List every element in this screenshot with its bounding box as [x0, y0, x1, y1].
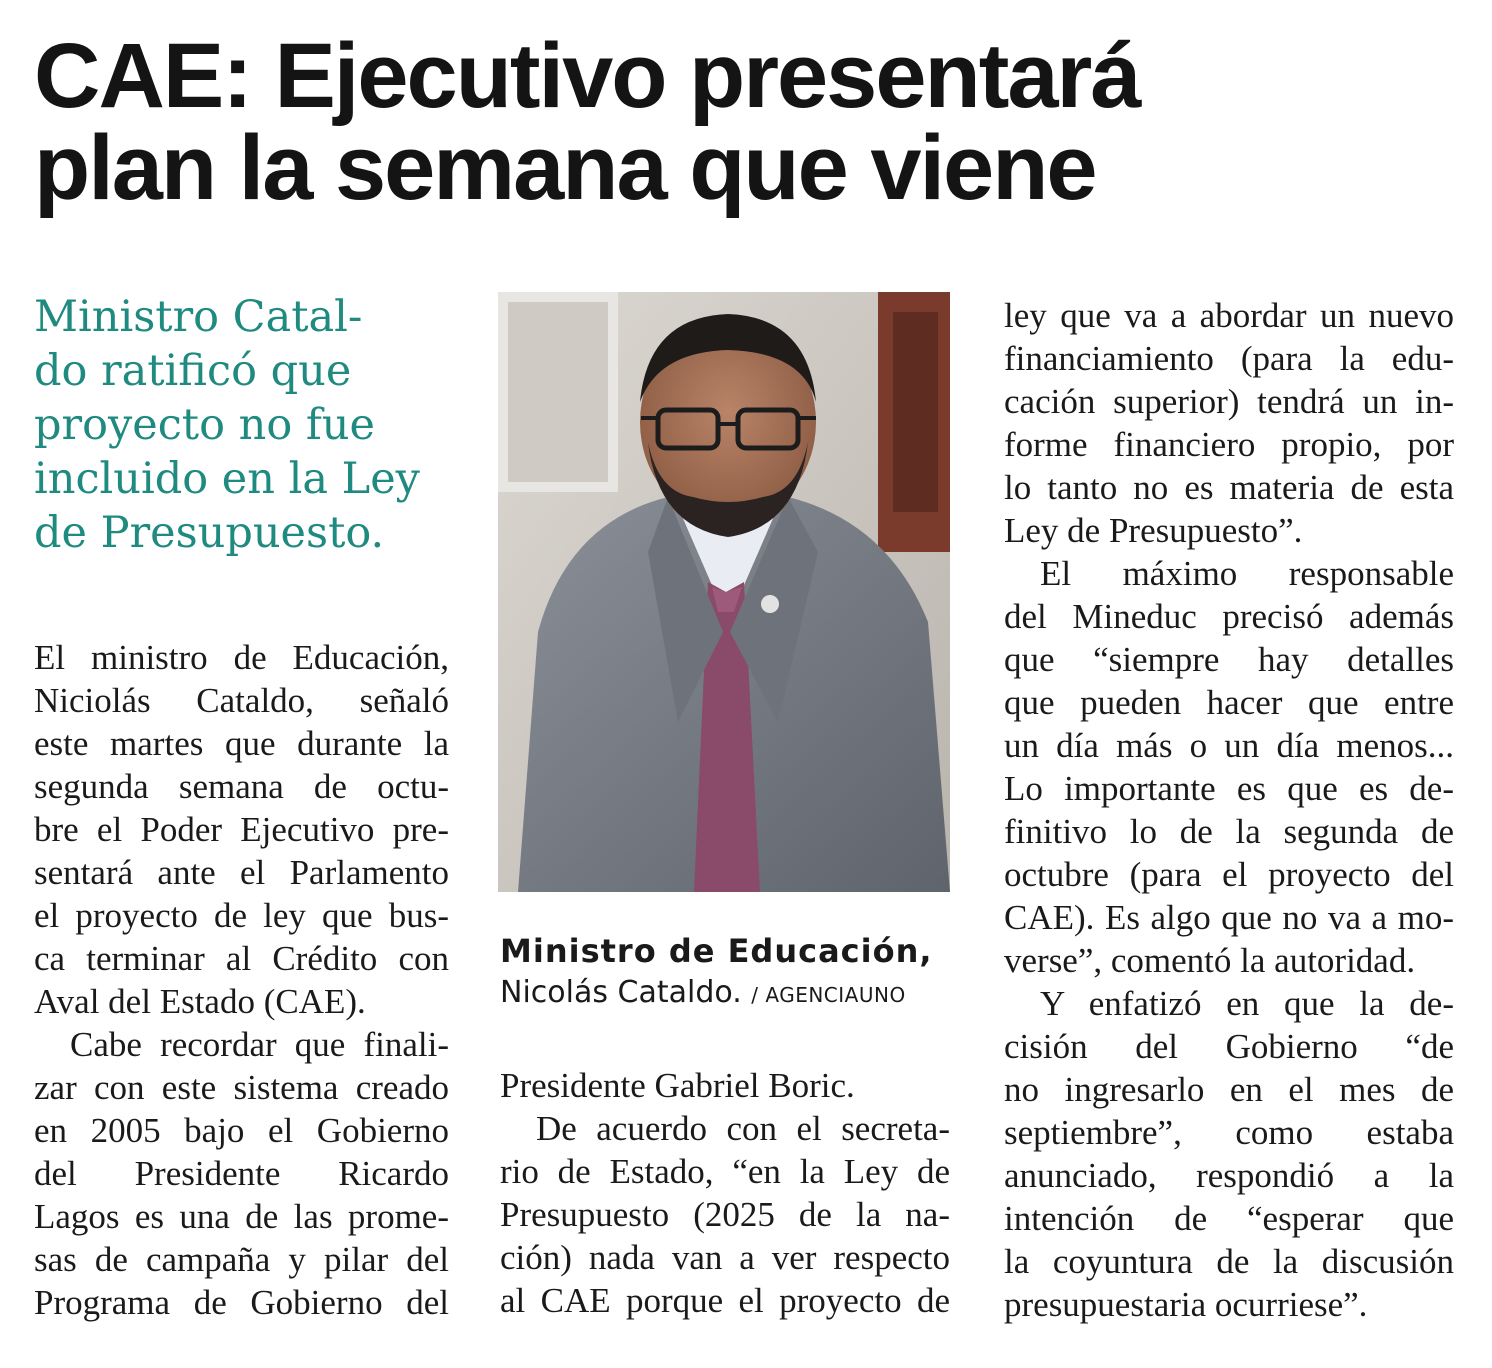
text-line: segunda semana de octu-	[34, 767, 449, 806]
dek-line: do ratificó que	[34, 346, 352, 396]
dek-line: Ministro Catal-	[34, 292, 363, 342]
text-line: que pueden hacer que entre	[1004, 683, 1454, 722]
text-line: lo tanto no es materia de esta	[1004, 468, 1454, 507]
headline	[34, 25, 1474, 219]
photo-credit: / AGENCIAUNO	[751, 983, 906, 1007]
text-line: en 2005 bajo el Gobierno	[34, 1111, 449, 1150]
headline-line: CAE: Ejecutivo presentará	[34, 25, 1140, 127]
dek-line: de Presupuesto.	[34, 508, 385, 558]
article-column-1	[34, 636, 449, 1324]
text-line: Presupuesto (2025 de la na-	[500, 1195, 950, 1234]
text-line: forme financiero propio, por	[1004, 425, 1454, 464]
text-line: ción) nada van a ver respecto	[500, 1238, 950, 1277]
text-line: CAE). Es algo que no va a mo-	[1004, 898, 1454, 937]
text-line: El máximo responsable	[1040, 554, 1454, 593]
text-line: sentará ante el Parlamento	[34, 853, 449, 892]
text-line: ca terminar al Crédito con	[34, 939, 449, 978]
text-line: Lagos es una de las prome-	[34, 1197, 449, 1236]
text-line: bre el Poder Ejecutivo pre-	[34, 810, 449, 849]
text-line: anunciado, respondió a la	[1004, 1156, 1454, 1195]
text-line: El ministro de Educación,	[34, 638, 449, 677]
text-line: financiamiento (para la edu-	[1004, 339, 1454, 378]
dek-line: proyecto no fue	[34, 400, 375, 450]
text-line: Ley de Presupuesto”.	[1004, 511, 1303, 550]
photo-caption	[500, 930, 950, 1016]
text-line: la coyuntura de la discusión	[1004, 1242, 1454, 1281]
text-line: octubre (para el proyecto del	[1004, 855, 1454, 894]
text-line: Presidente Gabriel Boric.	[500, 1066, 855, 1105]
caption-name: Nicolás Cataldo.	[500, 975, 742, 1010]
text-line: que “siempre hay detalles	[1004, 640, 1454, 679]
caption-name-line	[500, 972, 950, 1016]
text-line: finitivo lo de la segunda de	[1004, 812, 1454, 851]
text-line: el proyecto de ley que bus-	[34, 896, 449, 935]
headline-line: plan la semana que viene	[34, 117, 1096, 219]
text-line: este martes que durante la	[34, 724, 449, 763]
text-line: del Mineduc precisó además	[1004, 597, 1454, 636]
text-line: del Presidente Ricardo	[34, 1154, 449, 1193]
article-column-3	[1004, 294, 1454, 1326]
portrait-illustration	[498, 292, 950, 892]
text-line: septiembre”, como estaba	[1004, 1113, 1454, 1152]
text-line: De acuerdo con el secreta-	[536, 1109, 950, 1148]
text-line: intención de “esperar que	[1004, 1199, 1454, 1238]
text-line: cación superior) tendrá un in-	[1004, 382, 1454, 421]
text-line: Cabe recordar que finali-	[70, 1025, 449, 1064]
text-line: cisión del Gobierno “de	[1004, 1027, 1454, 1066]
text-line: sas de campaña y pilar del	[34, 1240, 449, 1279]
text-line: presupuestaria ocurriese”.	[1004, 1285, 1368, 1324]
text-line: un día más o un día menos...	[1004, 726, 1454, 765]
text-line: Y enfatizó en que la de-	[1040, 984, 1454, 1023]
text-line: Aval del Estado (CAE).	[34, 982, 366, 1021]
text-line: zar con este sistema creado	[34, 1068, 449, 1107]
text-line: al CAE porque el proyecto de	[500, 1281, 950, 1320]
text-line: verse”, comentó la autoridad.	[1004, 941, 1416, 980]
dek-line: incluido en la Ley	[34, 454, 420, 504]
deck-subheadline	[34, 290, 454, 560]
minister-photo	[498, 292, 950, 892]
article-column-2	[500, 1064, 950, 1322]
text-line: Lo importante es que es de-	[1004, 769, 1454, 808]
text-line: no ingresarlo en el mes de	[1004, 1070, 1454, 1109]
text-line: Programa de Gobierno del	[34, 1283, 449, 1322]
text-line: ley que va a abordar un nuevo	[1004, 296, 1454, 335]
text-line: Niciolás Cataldo, señaló	[34, 681, 449, 720]
text-line: rio de Estado, “en la Ley de	[500, 1152, 950, 1191]
caption-title: Ministro de Educación,	[500, 932, 933, 970]
